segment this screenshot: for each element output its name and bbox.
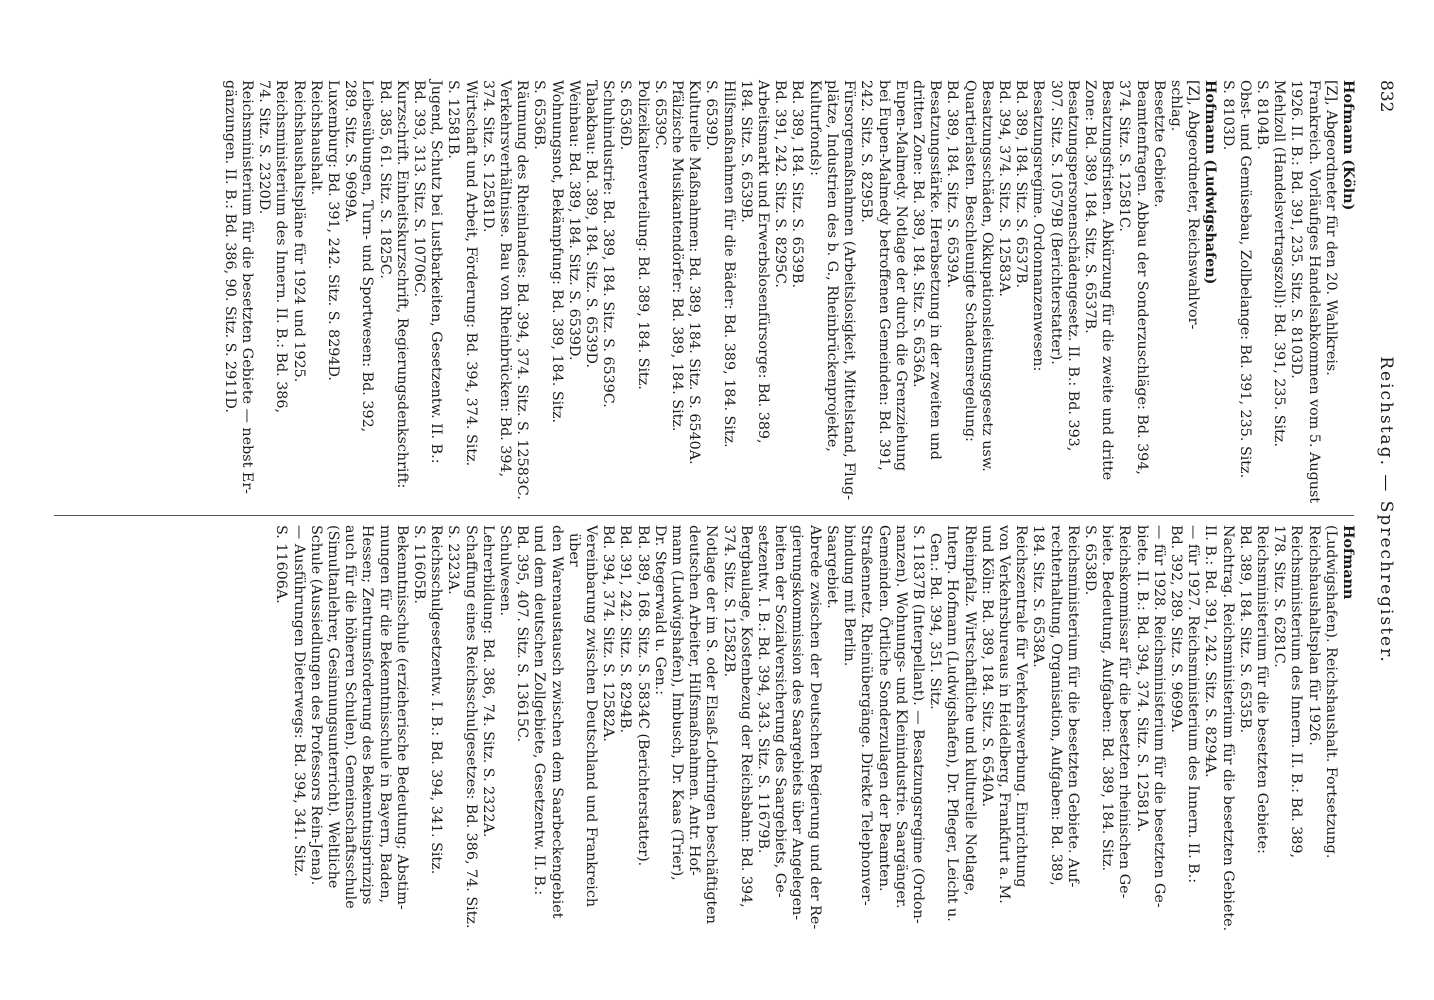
index-line: biete. II. B.: Bd. 394, 374. Sitz. S. 12581A. xyxy=(1133,525,1150,833)
index-line: heiten der Sozialversicherung des Saargebiets, Ge- xyxy=(772,525,789,898)
left-column xyxy=(221,80,1356,510)
index-line: biete. Bedeutung, Aufgaben: Bd. 389, 184. Sitz. xyxy=(1099,525,1116,872)
index-line: Besatzungsschäden, Okkupationsleistungsgesetz usw. xyxy=(978,80,995,472)
column-divider xyxy=(54,515,1354,516)
entry-hofmann-continued xyxy=(272,525,1356,945)
index-line: Kurzschrift. Einheitskurzschrift, Regierungsdenkschrift: xyxy=(393,80,410,489)
index-line: Eupen-Malmedy. Notlage der durch die Grenzziehung xyxy=(892,80,909,472)
right-column xyxy=(272,525,1356,945)
index-line: Reichshaushaltsplan für 1926. xyxy=(1305,525,1322,746)
index-line: Bd. 395, 407. Sitz. S. 13615C. xyxy=(514,525,531,743)
entry-heading: Hofmann xyxy=(1340,525,1356,600)
index-line: Bekenntnisschule (erzieherische Bedeutung; Abstim- xyxy=(393,525,410,910)
index-line: S. 8103D. xyxy=(1219,80,1236,151)
running-head: Reichstag. — Sprechregister. xyxy=(1376,356,1396,664)
index-line: Frankreich. Vorläufiges Handelsabkommen vom 5. August xyxy=(1305,80,1322,504)
index-line: deutschen Arbeiter, Hilfsmaßnahmen. Antr. Hof- xyxy=(686,525,703,876)
index-line: mann (Ludwigshafen), Imbusch, Dr. Kaas (Trier), xyxy=(669,525,686,881)
index-line: 374. Sitz. S. 12581D. xyxy=(479,80,496,233)
index-line: Quartierlasten. Beschleunigte Schadensregelung: xyxy=(961,80,978,442)
page-header xyxy=(1364,80,1404,940)
index-line: 374. Sitz. S. 12581C. xyxy=(1116,80,1133,232)
entry-body xyxy=(221,80,1202,510)
index-line: Wohnungsnot, Bekämpfung: Bd. 389, 184. Sitz. xyxy=(548,80,565,424)
index-line: Nachtrag. Reichsministerium für die besetzten Gebiete. xyxy=(1219,525,1236,932)
index-line: Besatzungsfristen. Abkürzung für die zweite und dritte xyxy=(1099,80,1116,481)
index-line: rechterhaltung, Organisation, Aufgaben: Bd. 389, xyxy=(1047,525,1064,886)
index-line: Verkehrsverhältnisse. Bau von Rheinbrücken: Bd. 394, xyxy=(497,80,514,478)
index-line: Räumung des Rheinlandes: Bd. 394, 374. Sitz. S. 12583C. xyxy=(514,80,531,500)
page-number: 832 xyxy=(1376,80,1396,113)
index-line: S. 11605B. xyxy=(411,525,428,604)
index-line: und dem deutschen Zollgebiete, Gesetzentw. II. B.: xyxy=(531,525,548,896)
index-line: Bd. 389, 184. Sitz. S. 6539A. xyxy=(944,80,961,288)
index-line: bindung mit Berlin. xyxy=(841,525,858,667)
index-line: Wirtschaft und Arbeit, Förderung: Bd. 394, 374. Sitz. xyxy=(462,80,479,467)
entry-heading: Hofmann (Ludwigshafen) xyxy=(1202,80,1219,285)
index-line: Reichsministerium für die besetzten Gebiete. Auf- xyxy=(1064,525,1081,888)
index-line: dritten Zone: Bd. 389, 184. Sitz. S. 6536A. xyxy=(909,80,926,388)
index-line: Leibesübungen, Turn- und Sportwesen: Bd. 392, xyxy=(359,80,376,433)
index-line: mungen für die Bekenntnisschule in Bayern, Baden, xyxy=(376,525,393,904)
index-line: [Z], Abgeordneter, Reichswahlvor- xyxy=(1185,80,1202,330)
index-line: Schuhindustrie: Bd. 389, 184. Sitz. S. 6539C. xyxy=(600,80,617,408)
index-line: Schulwesen. xyxy=(497,525,514,617)
index-line: 184. Sitz. S. 6538A. xyxy=(1030,525,1047,668)
entry-hofmann-ludwigshafen xyxy=(221,80,1219,510)
index-line: 74. Sitz. S. 2320D. xyxy=(256,80,273,215)
index-line: (Simultanlehrer, Gesinnungsunterricht). Weltliche xyxy=(325,525,342,889)
index-line: gänzungen. II. B.: Bd. 386, 90. Sitz. S. 2911D. xyxy=(221,80,238,413)
index-line: und Köln: Bd. 389, 184. Sitz. S. 6540A. xyxy=(978,525,995,808)
index-line: Bd. 393, 313. Sitz. S. 10706C. xyxy=(411,80,428,298)
index-line: Bd. 392, 289. Sitz. S. 9699A. xyxy=(1167,525,1184,733)
index-line: von Verkehrsbureaus in Heidelberg, Frankfurt a. M. xyxy=(995,525,1012,904)
index-line: Polizeikaltenverteilung: Bd. 389, 184. Sitz. xyxy=(634,80,651,390)
index-line: Besatzungsstärke. Herabsetzung in der zweiten und xyxy=(927,80,944,460)
index-line: Mehlzoll (Handelsvertragszoll): Bd. 391, 235. Sitz. xyxy=(1271,80,1288,447)
index-line: Reichsministerium des Innern. II. B.: Bd. 386, xyxy=(273,80,290,414)
index-line: 374. Sitz. S. 12582B. xyxy=(720,525,737,678)
index-line: Dr. Stegerwald u. Gen.: xyxy=(651,525,668,696)
index-line: 184. Sitz. S. 6539B. xyxy=(737,80,754,223)
index-line: S. 6539C. xyxy=(651,80,668,150)
index-line: auch für die höheren Schulen). Gemeinschaftsschule xyxy=(342,525,359,909)
index-line: Besatzungspersonenschädengesetz. II. B.: Bd. 393, xyxy=(1064,80,1081,452)
index-line: Hessen; Zentrumsforderung des Bekenntnisprinzips xyxy=(359,525,376,905)
index-line: Gemeinden. Örtliche Sonderzulagen der Beamten. xyxy=(875,525,892,892)
index-line: Schaffung eines Reichsschulgesetzes: Bd. 386, 74. Sitz. xyxy=(462,525,479,929)
index-line: S. 11837B (Interpellant). — Besatzungsregime (Ordon- xyxy=(909,525,926,924)
index-line: Tabakbau: Bd. 389, 184. Sitz. S. 6539D. xyxy=(583,80,600,369)
index-line: Rheinpfalz. Wirtschaftliche und kulturelle Notlage, xyxy=(961,525,978,896)
index-line: Bd. 391, 242. Sitz. S. 8295C. xyxy=(772,80,789,288)
index-line: Bd. 389, 184. Sitz. S. 6539B. xyxy=(789,80,806,289)
index-line: — Ausführungen Dieterwegs: Bd. 394, 341. Sitz. xyxy=(290,525,307,877)
index-line: Kulturfonds): xyxy=(806,80,823,176)
index-line: S. 8104B. xyxy=(1253,80,1270,150)
index-line: Bergbaulage, Kostenbezug der Reichsbahn: Bd. 394, xyxy=(737,525,754,908)
index-line: 307. Sitz. S. 10579B (Berichterstatter). xyxy=(1047,80,1064,365)
index-line: Reichsministerium des Innern. II. B.: Bd. 389, xyxy=(1288,525,1305,859)
index-line: Bd. 389, 184. Sitz. S. 6537B. xyxy=(1013,80,1030,289)
index-line: Saargebiet. xyxy=(823,525,840,609)
index-line: 178. Sitz. S. 6281C. xyxy=(1271,525,1288,668)
index-line: Lehrerbildung: Bd. 386, 74. Sitz. S. 2322A. xyxy=(479,525,496,838)
index-line: Abrede zwischen der Deutschen Regierung und der Re- xyxy=(806,525,823,930)
index-line: Bd. 385, 61. Sitz. S. 1825C. xyxy=(376,80,393,279)
index-line: Besatzungsregime. Ordonnanzenwesen: xyxy=(1030,80,1047,372)
index-line: S. 6539D. xyxy=(703,80,720,151)
index-line: Schule (Aussiedlungen des Professors Rein-Jena). xyxy=(307,525,324,886)
index-line: Kulturelle Maßnahmen: Bd. 389, 184. Sitz. S. 6540A. xyxy=(686,80,703,465)
index-line: Reichskommissar für die besetzten rheinischen Ge- xyxy=(1116,525,1133,899)
index-line: Straßennetz. Rheinübergänge. Direkte Telephonver- xyxy=(858,525,875,906)
index-line: II. B.: Bd. 391, 242. Sitz. S. 8294A. xyxy=(1202,525,1219,778)
index-line: 1926. II. B.: Bd. 391, 235. Sitz. S. 8103D. xyxy=(1288,80,1305,379)
entry-body xyxy=(1218,80,1338,510)
index-line: [Z], Abgeordneter für den 20. Wahlkreis. xyxy=(1322,80,1339,376)
index-line: Zone: Bd. 389, 184. Sitz. S. 6537B. xyxy=(1081,80,1098,334)
index-line: Reichsschulgesetzentw. I. B.: Bd. 394, 341. Sitz. xyxy=(428,525,445,875)
index-line: Bd. 394, 374. Sitz. S. 12583A. xyxy=(995,80,1012,297)
index-line: gierungskommission des Saargebiets über Angelegen- xyxy=(789,525,806,921)
index-line: setzentw. I. B.: Bd. 394, 343. Sitz. S. 11679B. xyxy=(755,525,772,854)
index-line: S. 6538D. xyxy=(1081,525,1098,596)
index-line: Hilfsmaßnahmen für die Bäder: Bd. 389, 184. Sitz. xyxy=(720,80,737,448)
index-line: Vereinbarung zwischen Deutschland und Frankreich über xyxy=(565,525,600,908)
index-line: Luxemburg: Bd. 391, 242. Sitz. S. 8294D. xyxy=(325,80,342,381)
index-line: S. 6536D. xyxy=(617,80,634,151)
index-line: Pfälzische Musikantendörfer: Bd. 389, 184. Sitz. xyxy=(669,80,686,432)
index-line: Obst- und Gemüsebau, Zollbelange: Bd. 391, 235. Sitz. xyxy=(1236,80,1253,479)
index-line: S. 2323A. xyxy=(445,525,462,595)
index-line: plätze, Industrien des b. G., Rheinbrückenprojekte, xyxy=(823,80,840,452)
index-line: Reichszentrale für Verkehrswerbung. Einrichtung xyxy=(1013,525,1030,888)
index-line: Arbeitsmarkt und Erwerbslosenfürsorge: Bd. 389, xyxy=(755,80,772,444)
index-line: bei Eupen-Malmedy betroffenen Gemeinden: Bd. 391, xyxy=(875,80,892,471)
index-line: (Ludwigshafen). Reichshaushalt. Fortsetzung. xyxy=(1322,525,1339,859)
index-line: Besetzte Gebiete. xyxy=(1150,80,1167,208)
index-line: S. 11606A. xyxy=(273,525,290,604)
index-line: Jugend, Schutz bei Lustbarkeiten, Gesetzentw. II. B.: xyxy=(428,80,445,464)
index-line: Bd. 394, 374. Sitz. S. 12582A. xyxy=(600,525,617,742)
index-line: Reichsministerium für die besetzten Gebiete: xyxy=(1253,525,1270,854)
index-line: Fürsorgemaßnahmen (Arbeitslosigkeit, Mittelstand, Flug- xyxy=(841,80,858,500)
index-line: Notlage der im S. oder Elsaß-Lothringen beschäftigten xyxy=(703,525,720,924)
index-line: Reichsministerium für die besetzten Gebiete — nebst Er- xyxy=(239,80,255,494)
index-line: Reichshaushalt. xyxy=(307,80,324,196)
index-line: S. 6536B. xyxy=(531,80,548,150)
index-line: Weinbau: Bd. 389, 184. Sitz. S. 6539D. xyxy=(565,80,582,361)
index-line: schlag. xyxy=(1167,80,1184,132)
entry-heading: Hofmann (Köln) xyxy=(1340,80,1356,211)
entry-body xyxy=(272,525,1339,945)
index-line: Bd. 391, 242. Sitz. S. 8294B. xyxy=(617,525,634,734)
index-line: — für 1928. Reichsministerium für die besetzten Ge- xyxy=(1150,525,1167,908)
index-line: — für 1927. Reichsministerium des Innern. II. B.: xyxy=(1185,525,1202,884)
index-line: nanzen). Wohnungs- und Kleinindustrie. Saargänger. xyxy=(892,525,909,909)
index-line: 242. Sitz. S. 8295B. xyxy=(858,80,875,223)
index-line: S. 12581B. xyxy=(445,80,462,159)
index-line: Reichshaushaltspläne für 1924 und 1925. xyxy=(290,80,307,383)
index-line: 289. Sitz. S. 9699A. xyxy=(342,80,359,223)
entry-hofmann-koeln xyxy=(1218,80,1356,510)
index-line: den Warenaustausch zwischen dem Saarbeckengebiet xyxy=(548,525,565,919)
index-line: Bd. 389, 184. Sitz. S. 6535B. xyxy=(1236,525,1253,734)
index-line: Bd. 389, 168. Sitz. S. 5834C (Berichterstatter). xyxy=(634,525,651,867)
index-line: Interp. Hofmann (Ludwigshafen), Dr. Pfleger, Leicht u. Gen.: Bd. 394, 351. Sitz. xyxy=(927,525,961,922)
index-line: Beamtenfragen. Abbau der Sonderzuschläge: Bd. 394, xyxy=(1133,80,1150,475)
